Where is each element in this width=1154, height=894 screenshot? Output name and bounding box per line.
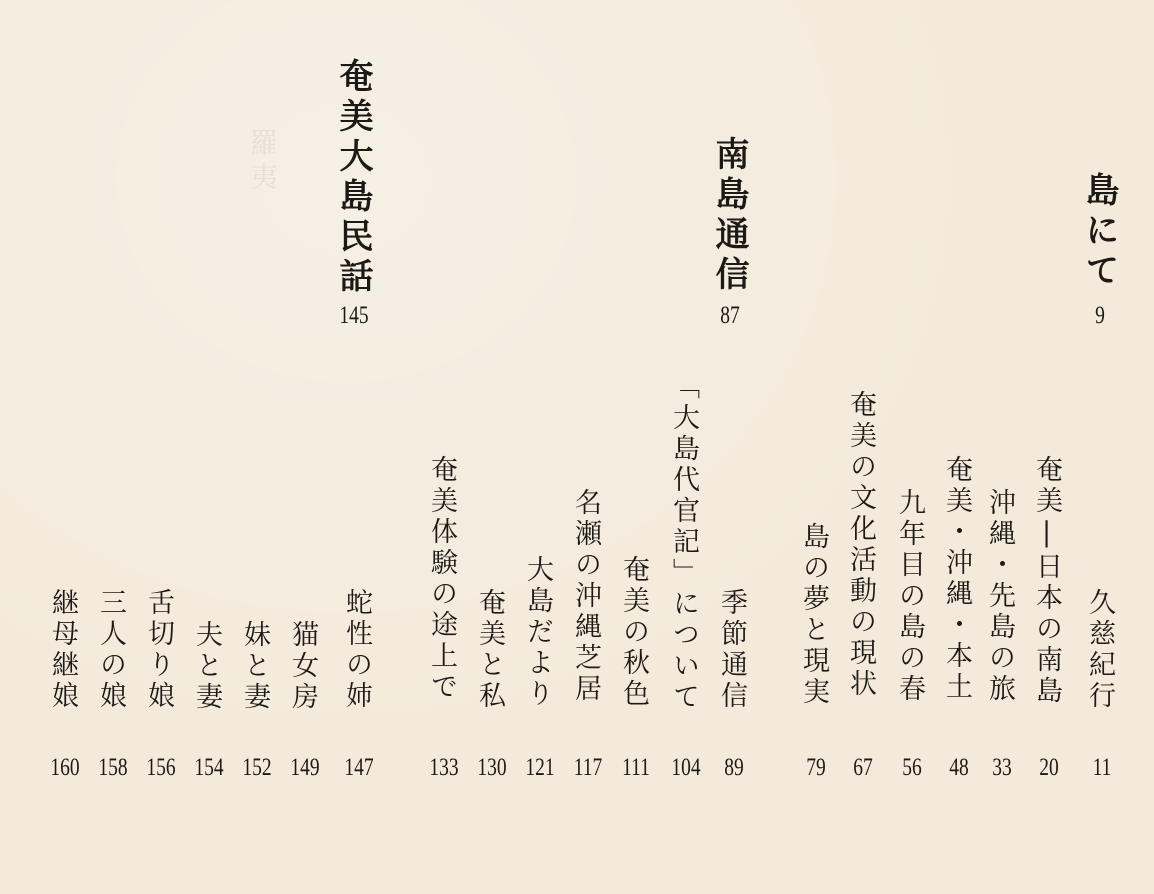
section-page-nanto-tsushin: 87 — [720, 302, 740, 329]
section-title-amami-minwa: 奄美大島民話 — [333, 58, 373, 298]
toc-entry: 九年目の島の春 — [894, 488, 925, 705]
toc-entry: 名瀬の沖縄芝居 — [570, 488, 601, 705]
toc-entry-page: 56 — [902, 754, 922, 781]
toc-entry-page: 152 — [242, 754, 272, 781]
toc-entry: 妹と妻 — [239, 620, 270, 713]
toc-entry: 久慈紀行 — [1084, 588, 1115, 712]
section-title-shima-nite: 島にて — [1079, 172, 1119, 292]
toc-entry-page: 158 — [98, 754, 128, 781]
toc-entry-page: 154 — [194, 754, 224, 781]
toc-entry-page: 160 — [50, 754, 80, 781]
toc-entry: 奄美と私 — [474, 588, 505, 712]
toc-entry: 夫と妻 — [191, 620, 222, 713]
section-title-nanto-tsushin: 南島通信 — [709, 136, 749, 296]
toc-entry-page: 133 — [429, 754, 459, 781]
toc-entry: 三人の娘 — [95, 588, 126, 712]
toc-entry-page: 48 — [949, 754, 969, 781]
toc-entry: 継母継娘 — [47, 588, 78, 712]
toc-entry-page: 89 — [724, 754, 744, 781]
toc-entry: 奄美の文化活動の現状 — [845, 390, 876, 700]
toc-entry-page: 104 — [671, 754, 701, 781]
toc-entry-page: 117 — [573, 754, 603, 781]
toc-entry: 島の夢と現実 — [798, 522, 829, 708]
toc-entry-page: 130 — [477, 754, 507, 781]
section-page-amami-minwa: 145 — [339, 302, 369, 329]
toc-entry: 沖縄・先島の旅 — [984, 488, 1015, 705]
toc-entry: 奄美|日本の南島 — [1031, 455, 1062, 707]
toc-entry: 奄美の秋色 — [618, 555, 649, 710]
toc-entry-page: 111 — [622, 754, 650, 781]
toc-entry: 奄美・沖縄・本土 — [941, 455, 972, 703]
toc-entry: 舌切り娘 — [143, 588, 174, 712]
show-through-text: 羅夷 — [246, 128, 279, 196]
toc-entry-page: 121 — [525, 754, 555, 781]
toc-entry: 大島だより — [522, 555, 553, 710]
toc-entry-page: 156 — [146, 754, 176, 781]
toc-entry-page: 11 — [1092, 754, 1112, 781]
toc-entry-page: 147 — [344, 754, 374, 781]
toc-entry-page: 79 — [806, 754, 826, 781]
section-page-shima-nite: 9 — [1095, 302, 1105, 329]
toc-entry: 季節通信 — [716, 588, 747, 712]
toc-entry-page: 67 — [853, 754, 873, 781]
toc-entry-page: 20 — [1039, 754, 1059, 781]
toc-entry: 奄美体験の途上で — [426, 455, 457, 703]
toc-entry-page: 149 — [290, 754, 320, 781]
toc-entry-page: 33 — [992, 754, 1012, 781]
toc-entry: 「大島代官記」について — [668, 372, 699, 713]
toc-entry: 猫女房 — [287, 620, 318, 713]
toc-entry: 蛇性の姉 — [341, 588, 372, 712]
